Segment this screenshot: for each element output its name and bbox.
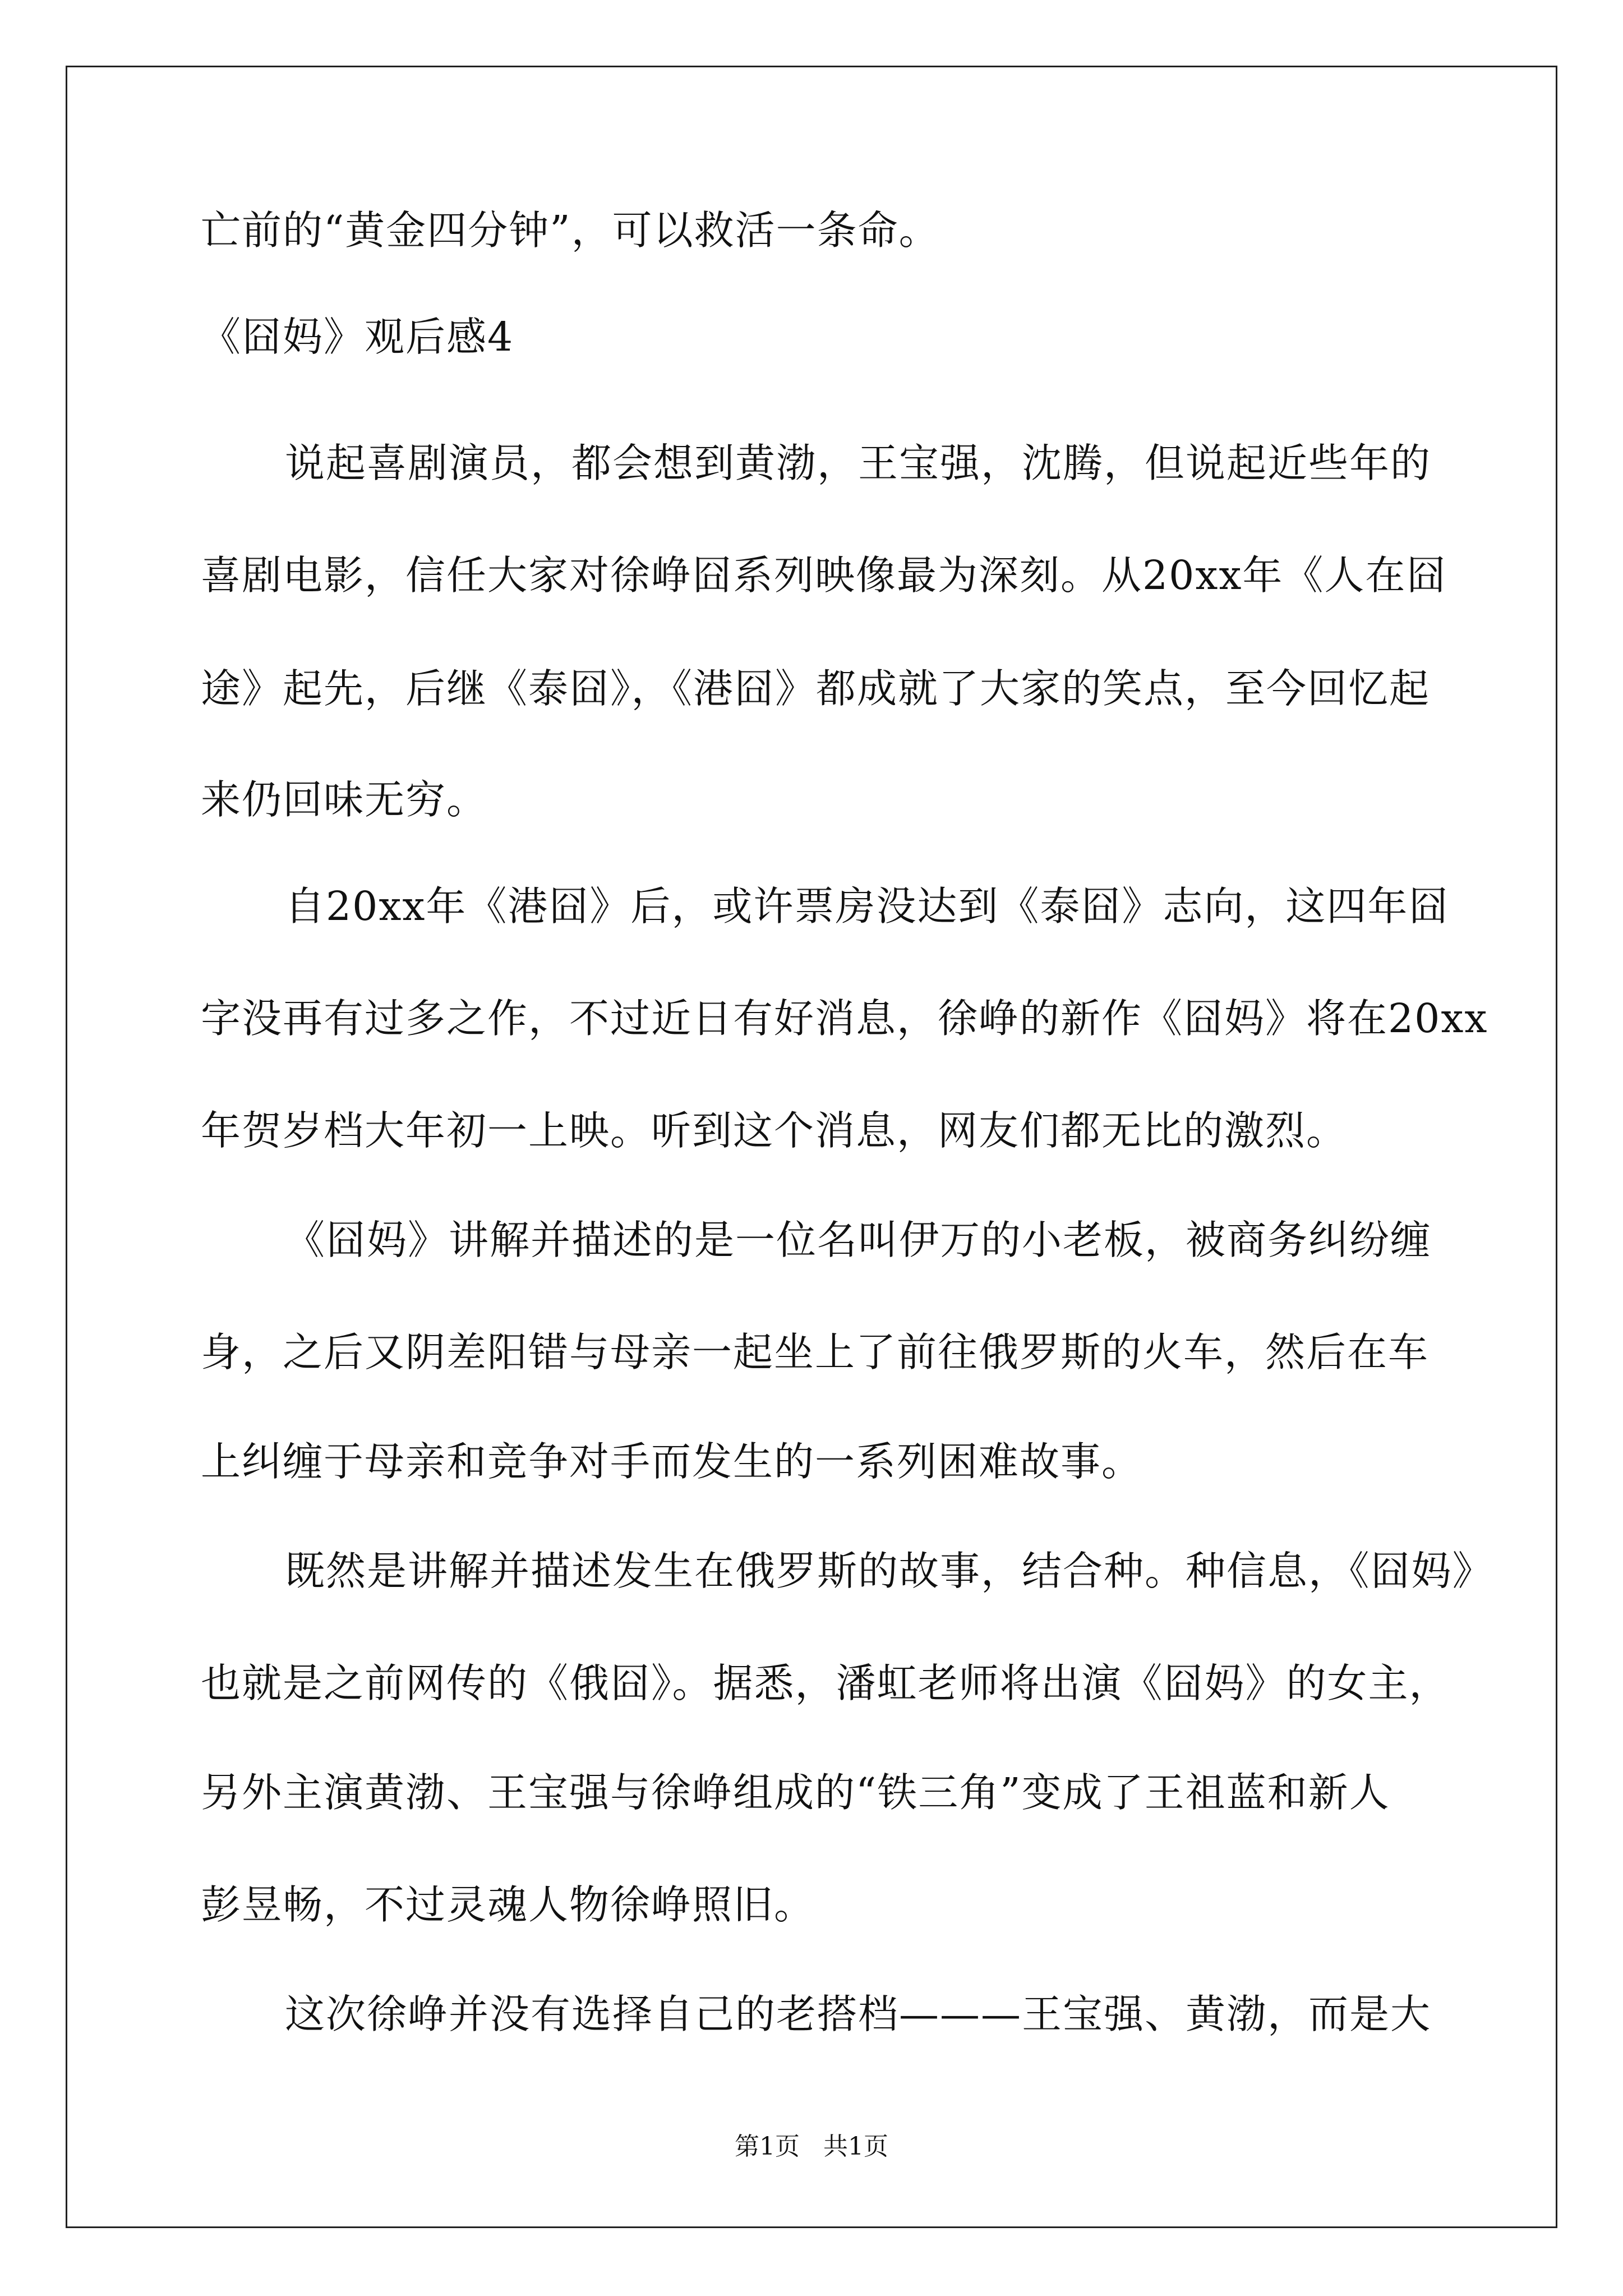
paragraph-line: 身，之后又阴差阳错与母亲一起坐上了前往俄罗斯的火车，然后在车 [201,1329,1430,1375]
paragraph-line: 也就是之前网传的《俄囧》。据悉，潘虹老师将出演《囧妈》的女主， [201,1660,1450,1706]
paragraph-line: 来仍回味无穷。 [201,776,488,823]
paragraph-line: 喜剧电影，信任大家对徐峥囧系列映像最为深刻。从20xx年《人在囧 [201,552,1447,599]
paragraph-line: 上纠缠于母亲和竞争对手而发生的一系列困难故事。 [201,1438,1143,1485]
paragraph-line: 自20xx年《港囧》后，或许票房没达到《泰囧》志向，这四年囧 [285,883,1450,930]
paragraph-line: 说起喜剧演员，都会想到黄渤，王宝强，沈腾，但说起近些年的 [285,440,1432,486]
text-line: 亡前的“黄金四分钟”，可以救活一条命。 [201,207,940,254]
paragraph-line: 《囧妈》讲解并描述的是一位名叫伊万的小老板，被商务纠纷缠 [285,1217,1432,1263]
paragraph-line: 途》起先，后继《泰囧》，《港囧》都成就了大家的笑点，至今回忆起 [201,665,1431,712]
paragraph-line: 字没再有过多之作，不过近日有好消息，徐峥的新作《囧妈》将在20xx [201,995,1488,1042]
paragraph-line: 既然是讲解并描述发生在俄罗斯的故事，结合种。种信息，《囧妈》 [285,1548,1493,1594]
paragraph-line: 彭昱畅，不过灵魂人物徐峥照旧。 [201,1881,815,1928]
paragraph-line: 这次徐峥并没有选择自己的老搭档———王宝强、黄渤，而是大 [285,1991,1432,2037]
page-number-footer: 第1页 共1页 [735,2132,888,2161]
paragraph-line: 年贺岁档大年初一上映。听到这个消息，网友们都无比的激烈。 [201,1107,1348,1154]
section-heading: 《囧妈》观后感4 [201,314,514,360]
paragraph-line: 另外主演黄渤、王宝强与徐峥组成的“铁三角”变成了王祖蓝和新人 [201,1769,1390,1816]
